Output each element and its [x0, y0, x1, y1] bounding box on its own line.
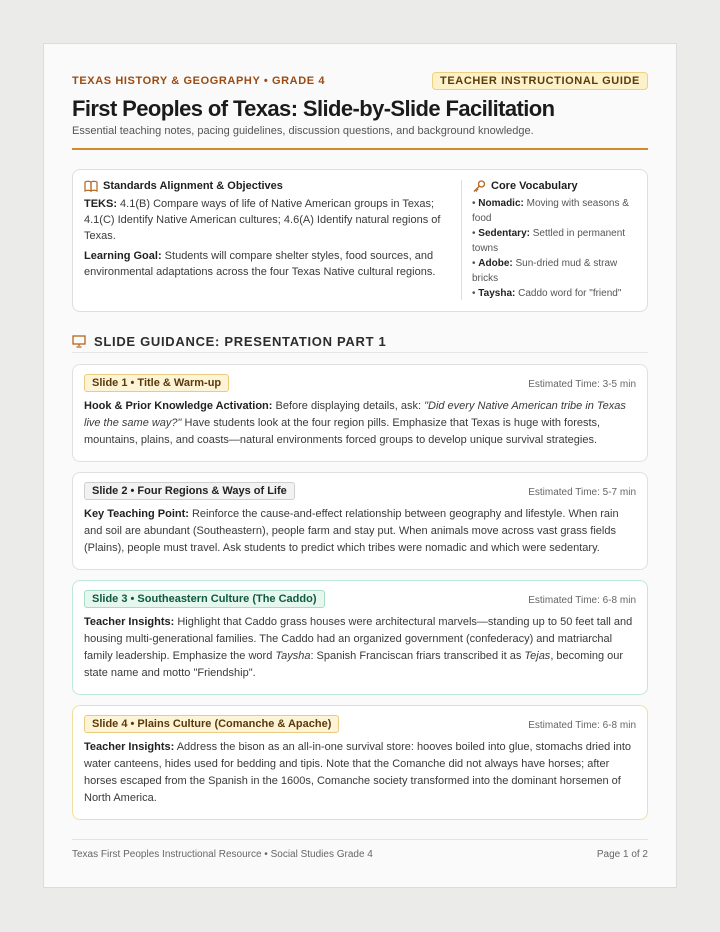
- teks-text: 4.1(B) Compare ways of life of Native American groups in Texas; 4.1(C) Identify Native American cultures; 4.6(A) Identify natural regions of Texas.: [84, 198, 441, 242]
- vocab-term: Taysha:: [478, 288, 516, 299]
- notes-text: Have students look at the four region pills. Emphasize that Texas is huge with forests, mountains, plains, and coasts—natural environments forced groups to develop unique survival strategies.: [84, 417, 601, 446]
- vocabulary-item: • Adobe: Sun-dried mud & straw bricks: [472, 258, 618, 284]
- learning-goal-paragraph: [84, 248, 450, 280]
- slide-tag: Slide 4 • Plains Culture (Comanche & Apache): [84, 715, 339, 733]
- teks-paragraph: [84, 196, 450, 244]
- slide-notes: [84, 506, 636, 557]
- vocabulary-item: • Taysha: Caddo word for "friend": [472, 288, 622, 299]
- vocab-definition: Moving with seasons & food: [472, 198, 629, 224]
- slide-notes: [84, 398, 636, 449]
- notes-text: Before displaying details, ask:: [272, 400, 425, 412]
- estimated-time: Estimated Time: 5-7 min: [528, 487, 636, 498]
- notes-quote: "Did every Native American tribe in Texas live the same way?": [84, 400, 626, 429]
- vocab-term: Adobe:: [478, 258, 513, 269]
- vocab-term: Sedentary:: [478, 228, 530, 239]
- page-subtitle: Essential teaching notes, pacing guidelines, discussion questions, and background knowledge.: [72, 125, 534, 137]
- slide-notes: [84, 739, 636, 807]
- vocabulary-item: • Nomadic: Moving with seasons & food: [472, 198, 629, 224]
- book-icon: [84, 180, 98, 192]
- standards-section: [84, 180, 450, 284]
- vocab-term: Nomadic:: [478, 198, 524, 209]
- page-title: First Peoples of Texas: Slide-by-Slide Facilitation: [72, 96, 555, 121]
- footer-resource-label: Texas First Peoples Instructional Resource • Social Studies Grade 4: [72, 849, 373, 860]
- vocabulary-section: [461, 180, 642, 300]
- section-title: SLIDE GUIDANCE: PRESENTATION PART 1: [94, 333, 387, 349]
- estimated-time: Estimated Time: 6-8 min: [528, 595, 636, 606]
- slide-tag: Slide 2 • Four Regions & Ways of Life: [84, 482, 295, 500]
- vocabulary-item: • Sedentary: Settled in permanent towns: [472, 228, 626, 254]
- header-divider: [72, 148, 648, 150]
- vocab-definition: Settled in permanent towns: [472, 228, 626, 254]
- standards-card: [72, 169, 648, 312]
- standards-heading-text: Standards Alignment & Objectives: [103, 180, 283, 192]
- notes-text: , becoming our state name and motto "Friendship".: [84, 650, 624, 679]
- vocab-definition: Caddo word for "friend": [515, 288, 622, 299]
- slide-card-3: [72, 580, 648, 695]
- estimated-time: Estimated Time: 6-8 min: [528, 720, 636, 731]
- notes-emphasis: Taysha: [275, 650, 311, 662]
- notes-label: Hook & Prior Knowledge Activation:: [84, 400, 273, 412]
- notes-label: Teacher Insights:: [84, 741, 175, 753]
- vocabulary-list: [472, 196, 642, 301]
- estimated-time: Estimated Time: 3-5 min: [528, 379, 636, 390]
- slide-card-1: [72, 364, 648, 462]
- document-page: [43, 43, 677, 888]
- slide-card-4: [72, 705, 648, 820]
- notes-label: Teacher Insights:: [84, 616, 175, 628]
- page-number: Page 1 of 2: [596, 849, 648, 860]
- section-divider: [72, 352, 648, 353]
- slide-guidance-heading: [72, 331, 648, 351]
- learning-goal-label: Learning Goal:: [84, 250, 162, 262]
- notes-text: Reinforce the cause-and-effect relationship between geography and lifestyle. When rain and soil are abundant (Southeastern), people farm and stay put. When animals move across vast grass fields (Plains), people must travel. Ask students to predict which tribes were nomadic and which were sedentary.: [84, 508, 619, 554]
- teks-label: TEKS:: [84, 198, 117, 210]
- standards-heading: [84, 180, 450, 192]
- learning-goal-text: Students will compare shelter styles, food sources, and environmental adaptations across the four Texas Native cultural regions.: [84, 250, 436, 278]
- slide-tag: Slide 3 • Southeastern Culture (The Caddo): [84, 590, 325, 608]
- slide-card-2: [72, 472, 648, 570]
- vocab-definition: Sun-dried mud & straw bricks: [472, 258, 618, 284]
- header-top: [72, 72, 648, 92]
- vocabulary-heading-text: Core Vocabulary: [491, 180, 578, 192]
- slide-notes: [84, 614, 636, 682]
- notes-text: : Spanish Franciscan friars transcribed it as: [310, 650, 525, 662]
- notes-text: Highlight that Caddo grass houses were architectural marvels—standing up to 50 feet tall and housing multi-generational families. The Caddo had an organized government (confederacy) and matriarchal family leadership. Emphasize the word: [84, 616, 633, 662]
- slide-tag: Slide 1 • Title & Warm-up: [84, 374, 229, 392]
- notes-emphasis: Tejas: [524, 650, 551, 662]
- vocabulary-heading: [472, 180, 642, 192]
- teacher-guide-badge: TEACHER INSTRUCTIONAL GUIDE: [432, 72, 648, 90]
- subject-label: TEXAS HISTORY & GEOGRAPHY • GRADE 4: [72, 75, 326, 87]
- footer-divider: [72, 839, 648, 840]
- key-icon: [472, 180, 486, 192]
- presentation-icon: [72, 335, 86, 348]
- notes-label: Key Teaching Point:: [84, 508, 189, 520]
- notes-text: Address the bison as an all-in-one survival store: hooves boiled into glue, stomachs dried into water canteens, hides used for bedding and tipis. Note that the Comanche did not always have horses; after horses escaped from the Spanish in the 1600s, Comanche society transformed into the dominant horsemen of North America.: [84, 741, 632, 804]
